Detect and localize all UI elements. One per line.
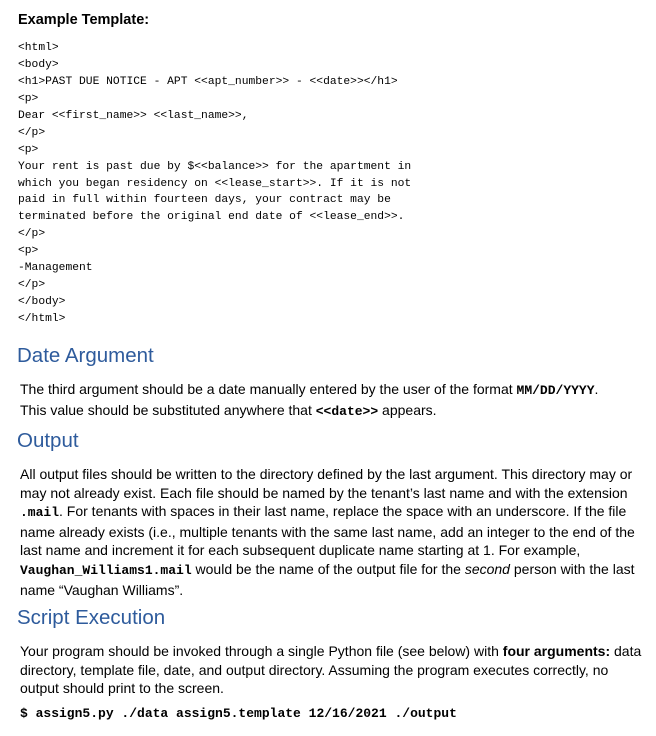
code-line: <p> bbox=[18, 245, 39, 258]
code-line: paid in full within fourteen days, your contract may be bbox=[18, 194, 391, 207]
text-run: data directory, template file, date, and output directory. Assuming the program executes correctly, no output should print to the screen. bbox=[20, 643, 642, 697]
text-run: All output files should be written to the directory defined by the last argument. This directory may or may not already exist. Each file should be named by the tenant’s last name and with the extension bbox=[20, 466, 633, 501]
text-run: would be the name of the output file for the bbox=[191, 560, 465, 577]
code-line: </p> bbox=[18, 228, 46, 241]
date-argument-paragraph bbox=[20, 380, 644, 421]
code-line: Your rent is past due by $<<balance>> for the apartment in bbox=[18, 160, 412, 173]
text-run: person with the last name “Vaughan Williams”. bbox=[20, 560, 635, 598]
code-line: <p> bbox=[18, 92, 39, 105]
text-run: This value should be substituted anywhere that bbox=[20, 401, 316, 418]
example-filename: Vaughan_Williams1.mail bbox=[20, 562, 192, 578]
code-line: </html> bbox=[18, 313, 66, 325]
code-line: -Management bbox=[18, 262, 93, 275]
code-line: <html> bbox=[18, 42, 59, 54]
code-line: <h1>PAST DUE NOTICE - APT <<apt_number>> - <<date>></h1> bbox=[18, 75, 398, 88]
example-template-title: Example Template: bbox=[18, 12, 150, 28]
code-line: <body> bbox=[18, 58, 59, 71]
text-run: Your program should be invoked through a single Python file (see below) with bbox=[20, 643, 503, 659]
file-extension: .mail bbox=[20, 505, 60, 521]
code-line: Dear <<first_name>> <<last_name>>, bbox=[18, 109, 249, 122]
code-line: terminated before the original end date of <<lease_end>>. bbox=[18, 211, 405, 224]
date-argument-heading: Date Argument bbox=[17, 344, 154, 367]
date-token: <<date>> bbox=[315, 403, 379, 419]
emphasis-second: second bbox=[464, 560, 510, 577]
output-heading: Output bbox=[17, 429, 79, 452]
text-run: . For tenants with spaces in their last name, replace the space with an underscore. If the file name already exists (i.e., multiple tenants with the same last name, add an integer to the end of the last name and increment it for each subsequent duplicate name starting at 1. For example, bbox=[20, 503, 635, 559]
code-line: which you began residency on <<lease_start>>. If it is not bbox=[18, 177, 412, 190]
code-line: <p> bbox=[18, 143, 39, 156]
output-paragraph bbox=[20, 465, 644, 599]
script-execution-heading: Script Execution bbox=[17, 606, 166, 629]
code-line: </body> bbox=[18, 296, 66, 309]
command-line-example: $ assign5.py ./data assign5.template 12/16/2021 ./output bbox=[20, 706, 457, 721]
template-code-block bbox=[18, 40, 411, 328]
date-format: MM/DD/YYYY bbox=[516, 383, 595, 398]
code-line: </p> bbox=[18, 279, 46, 292]
four-arguments-bold: four arguments: bbox=[502, 643, 611, 659]
text-run: The third argument should be a date manually entered by the user of the format bbox=[20, 381, 517, 397]
text-run: . bbox=[594, 381, 599, 397]
script-execution-paragraph bbox=[20, 642, 644, 698]
text-run: appears. bbox=[378, 401, 437, 418]
code-line: </p> bbox=[18, 126, 46, 139]
